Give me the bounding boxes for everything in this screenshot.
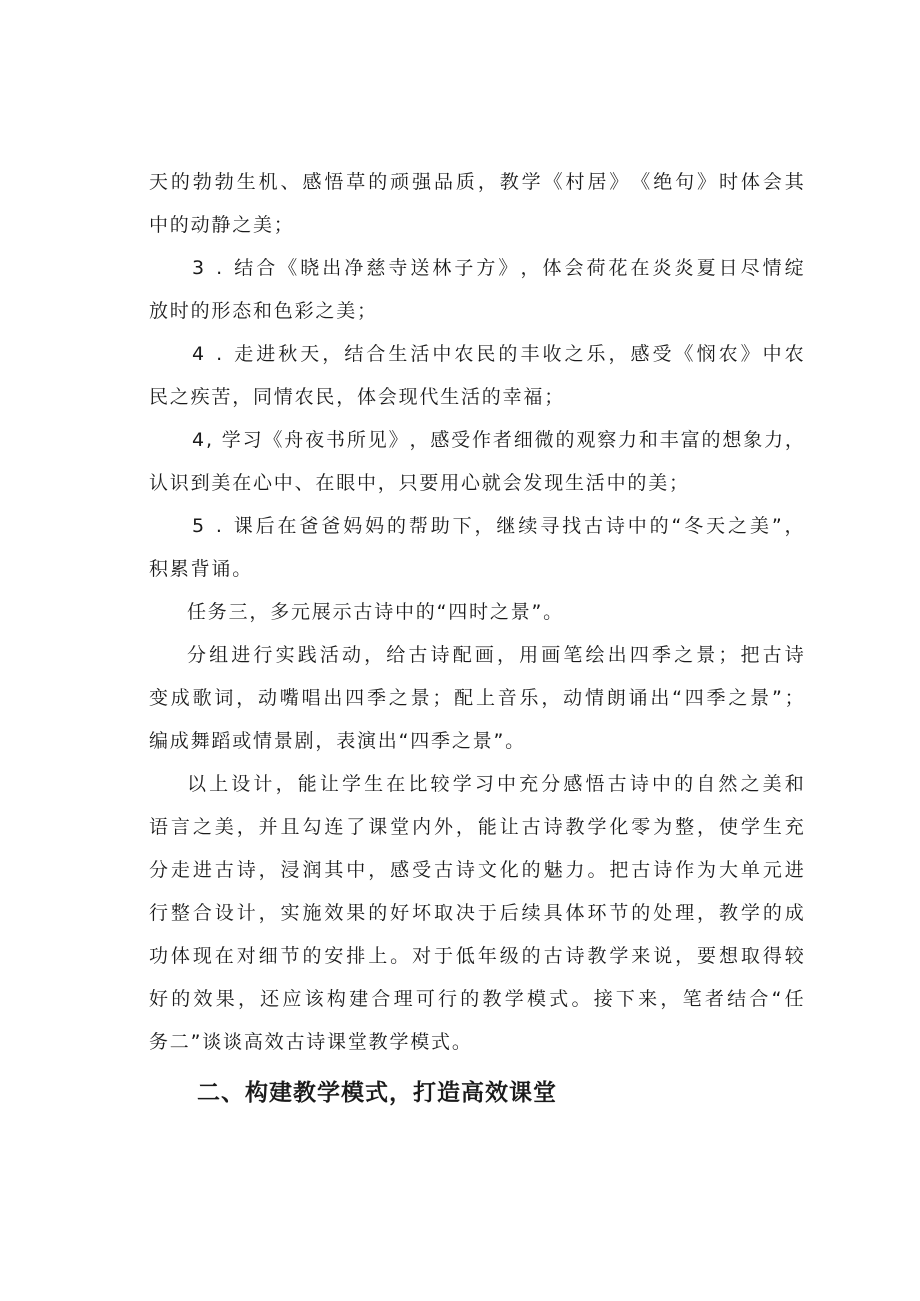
paragraph-list [149, 161, 804, 1064]
text-line: 功 体 现 在 对 细 节 的 安 排 上 。 对 于 低 年 级 的 古 诗 教 学 来 说 ， 要 想 取 得 较 [149, 945, 804, 967]
text-line: 放时的形态和色彩之美； [149, 300, 378, 322]
text-line: 务二”谈谈高效古诗课堂教学模式。 [149, 1031, 473, 1053]
document-body [149, 161, 804, 1118]
paragraph-item-4a [149, 333, 804, 419]
text-line: 5 . 课 后 在 爸 爸 妈 妈 的 帮 助 下 ， 继 续 寻 找 古 诗 中 的 “ 冬 天 之 美 ” ， [192, 515, 804, 537]
text-line: 任务三，多元展示古诗中的“四时之景”。 [187, 601, 564, 623]
paragraph-task-3 [149, 591, 804, 634]
text-line: 好 的 效 果 ， 还 应 该 构 建 合 理 可 行 的 教 学 模 式 。 接 下 来 ， 笔 者 结 合 “ 任 [149, 988, 804, 1010]
text-line: 民之疾苦，同情农民，体会现代生活的幸福； [149, 386, 566, 408]
paragraph-item-3 [149, 247, 804, 333]
text-line: 分 走 进 古 诗 ， 浸 润 其 中 ， 感 受 古 诗 文 化 的 魅 力 。 把 古 诗 作 为 大 单 元 进 [149, 859, 804, 881]
paragraph-group-activity [149, 634, 804, 763]
section-heading: 二、构建教学模式，打造高效课堂 [197, 1080, 557, 1106]
text-line: 变 成 歌 词 ， 动 嘴 唱 出 四 季 之 景 ； 配 上 音 乐 ， 动 情 朗 诵 出 “ 四 季 之 景 ” ； [149, 687, 804, 709]
text-line: 3 . 结 合 《 晓 出 净 慈 寺 送 林 子 方 》 ， 体 会 荷 花 在 炎 炎 夏 日 尽 情 绽 [192, 257, 804, 279]
text-line: 中的动静之美； [149, 214, 295, 236]
text-line: 天 的 勃 勃 生 机 、 感 悟 草 的 顽 强 品 质 ， 教 学 《 村 居 》 《 绝 句 》 时 体 会 其 [149, 171, 804, 193]
text-line: 积累背诵。 [149, 558, 254, 580]
text-line: 4 , 学 习 《 舟 夜 书 所 见 》 ， 感 受 作 者 细 微 的 观 察 力 和 丰 富 的 想 象 力 ， [192, 429, 804, 451]
text-line: 语 言 之 美 ， 并 且 勾 连 了 课 堂 内 外 ， 能 让 古 诗 教 学 化 零 为 整 ， 使 学 生 充 [149, 816, 804, 838]
paragraph-item-4b [149, 419, 804, 505]
text-line: 分 组 进 行 实 践 活 动 ， 给 古 诗 配 画 ， 用 画 笔 绘 出 四 季 之 景 ； 把 古 诗 [187, 644, 804, 666]
text-line: 以 上 设 计 ， 能 让 学 生 在 比 较 学 习 中 充 分 感 悟 古 诗 中 的 自 然 之 美 和 [187, 773, 804, 795]
paragraph-continued [149, 161, 804, 247]
text-line: 行 整 合 设 计 ， 实 施 效 果 的 好 坏 取 决 于 后 续 具 体 环 节 的 处 理 ， 教 学 的 成 [149, 902, 804, 924]
text-line: 认识到美在心中、在眼中，只要用心就会发现生活中的美； [149, 472, 690, 494]
paragraph-item-5 [149, 505, 804, 591]
text-line: 4 . 走 进 秋 天 ， 结 合 生 活 中 农 民 的 丰 收 之 乐 ， 感 受 《 悯 农 》 中 农 [192, 343, 804, 365]
text-line: 编成舞蹈或情景剧，表演出“四季之景”。 [149, 730, 526, 752]
paragraph-summary [149, 763, 804, 1064]
